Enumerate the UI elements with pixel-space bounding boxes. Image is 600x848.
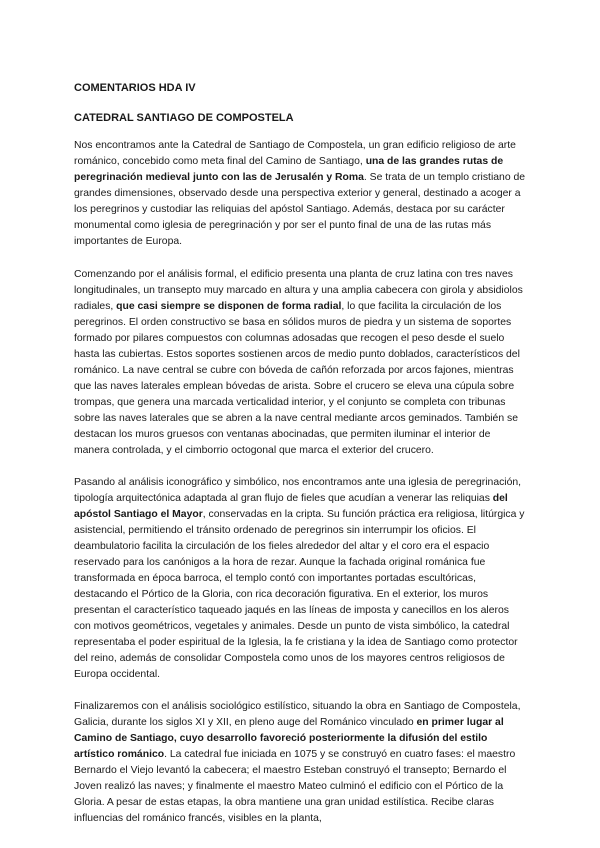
paragraph-segment-bold: que casi siempre se disponen de forma radial (116, 301, 342, 312)
paragraph-segment: Comenzando por el análisis formal, el edificio presenta una planta de cruz latina con tres naves longitudinales, un transepto muy marcado en altura y una amplia cabecera con girola y absidiolos radiales, (74, 269, 523, 312)
document-title: CATEDRAL SANTIAGO DE COMPOSTELA (74, 112, 294, 124)
document-page (74, 80, 526, 827)
paragraph-segment-bold: del apóstol Santiago el Mayor (74, 493, 508, 520)
paragraph-segment: . Se trata de un templo cristiano de grandes dimensiones, observado desde una perspectiva exterior y general, destinado a acoger a los peregrinos y custodiar las reliquias del apóstol Santiago. Además, destaca por su carácter monumental como iglesia de peregrinación y por ser el punto final de una de las rutas más importantes de Europa. (74, 172, 526, 247)
paragraph-segment: , conservadas en la cripta. Su función práctica era religiosa, litúrgica y asistencial, permitiendo el tránsito ordenado de peregrinos sin interrumpir los oficios. El deambulatorio facilita la circulación de los fieles alrededor del altar y el coro era el espacio reservado para los canónigos a la hora de rezar. Aunque la fachada original románica fue transformada en época barroca, el templo contó con importantes portadas escultóricas, destacando el Pórtico de la Gloria, con rica decoración figurativa. En el exterior, los muros presentan el característico taqueado jaqués en las líneas de imposta y canecillos en los aleros con motivos geométricos, vegetales y animales. Desde un punto de vista simbólico, la catedral representaba el poder espiritual de la Iglesia, la fe cristiana y la idea de Santiago como protector del reino, además de consolidar Compostela como unos de los mayores centros religiosos de Europa occidental. (74, 509, 525, 680)
paragraph-segment-bold: una de las grandes rutas de peregrinación medieval junto con las de Jerusalén y Roma (74, 156, 504, 183)
paragraph-sociological-analysis (74, 699, 526, 827)
paragraph-segment: Pasando al análisis iconográfico y simbólico, nos encontramos ante una iglesia de peregrinación, tipología arquitectónica adaptada al gran flujo de fieles que acudían a venerar las reliquias (74, 477, 522, 504)
paragraph-segment: Nos encontramos ante la Catedral de Santiago de Compostela, un gran edificio religioso de arte románico, concebido como meta final del Camino de Santiago, (74, 140, 516, 167)
paragraph-segment: Finalizaremos con el análisis sociológico estilístico, situando la obra en Santiago de Compostela, Galicia, durante los siglos XI y XII, en pleno auge del Románico vinculado (74, 701, 521, 728)
paragraph-segment: . La catedral fue iniciada en 1075 y se construyó en cuatro fases: el maestro Bernardo el Viejo levantó la cabecera; el maestro Esteban construyó el transepto; Bernardo el Joven realizó las naves; y finalmente el maestro Mateo culminó el edificio con el Pórtico de la Gloria. A pesar de estas etapas, la obra mantiene una gran unidad estilística. Recibe claras influencias del románico francés, visibles en la planta, (74, 749, 516, 824)
paragraph-segment-bold: en primer lugar al Camino de Santiago, cuyo desarrollo favoreció posteriormente la difusión del estilo artístico románico (74, 717, 504, 760)
paragraph-introduction (74, 138, 526, 250)
paragraph-segment: , lo que facilita la circulación de los peregrinos. El orden constructivo se basa en sólidos muros de piedra y un sistema de soportes formado por pilares compuestos con columnas adosadas que recogen el peso desde el suelo hasta las cubiertas. Estos soportes sostienen arcos de medio punto doblados, característicos del románico. La nave central se cubre con bóveda de cañón reforzada por arcos fajones, mientras que las naves laterales emplean bóvedas de arista. Sobre el crucero se eleva una cúpula sobre trompas, que genera una marcada verticalidad interior, y el conjunto se completa con tribunas sobre las naves laterales que se abren a la nave central mediante arcos geminados. También se destacan los muros gruesos con ventanas abocinadas, que permiten iluminar el interior de manera controlada, y el cimborrio octogonal que marca el exterior del crucero. (74, 301, 520, 456)
paragraph-iconographic-analysis (74, 475, 526, 683)
document-header: COMENTARIOS HDA IV (74, 82, 196, 94)
paragraph-formal-analysis (74, 267, 526, 459)
